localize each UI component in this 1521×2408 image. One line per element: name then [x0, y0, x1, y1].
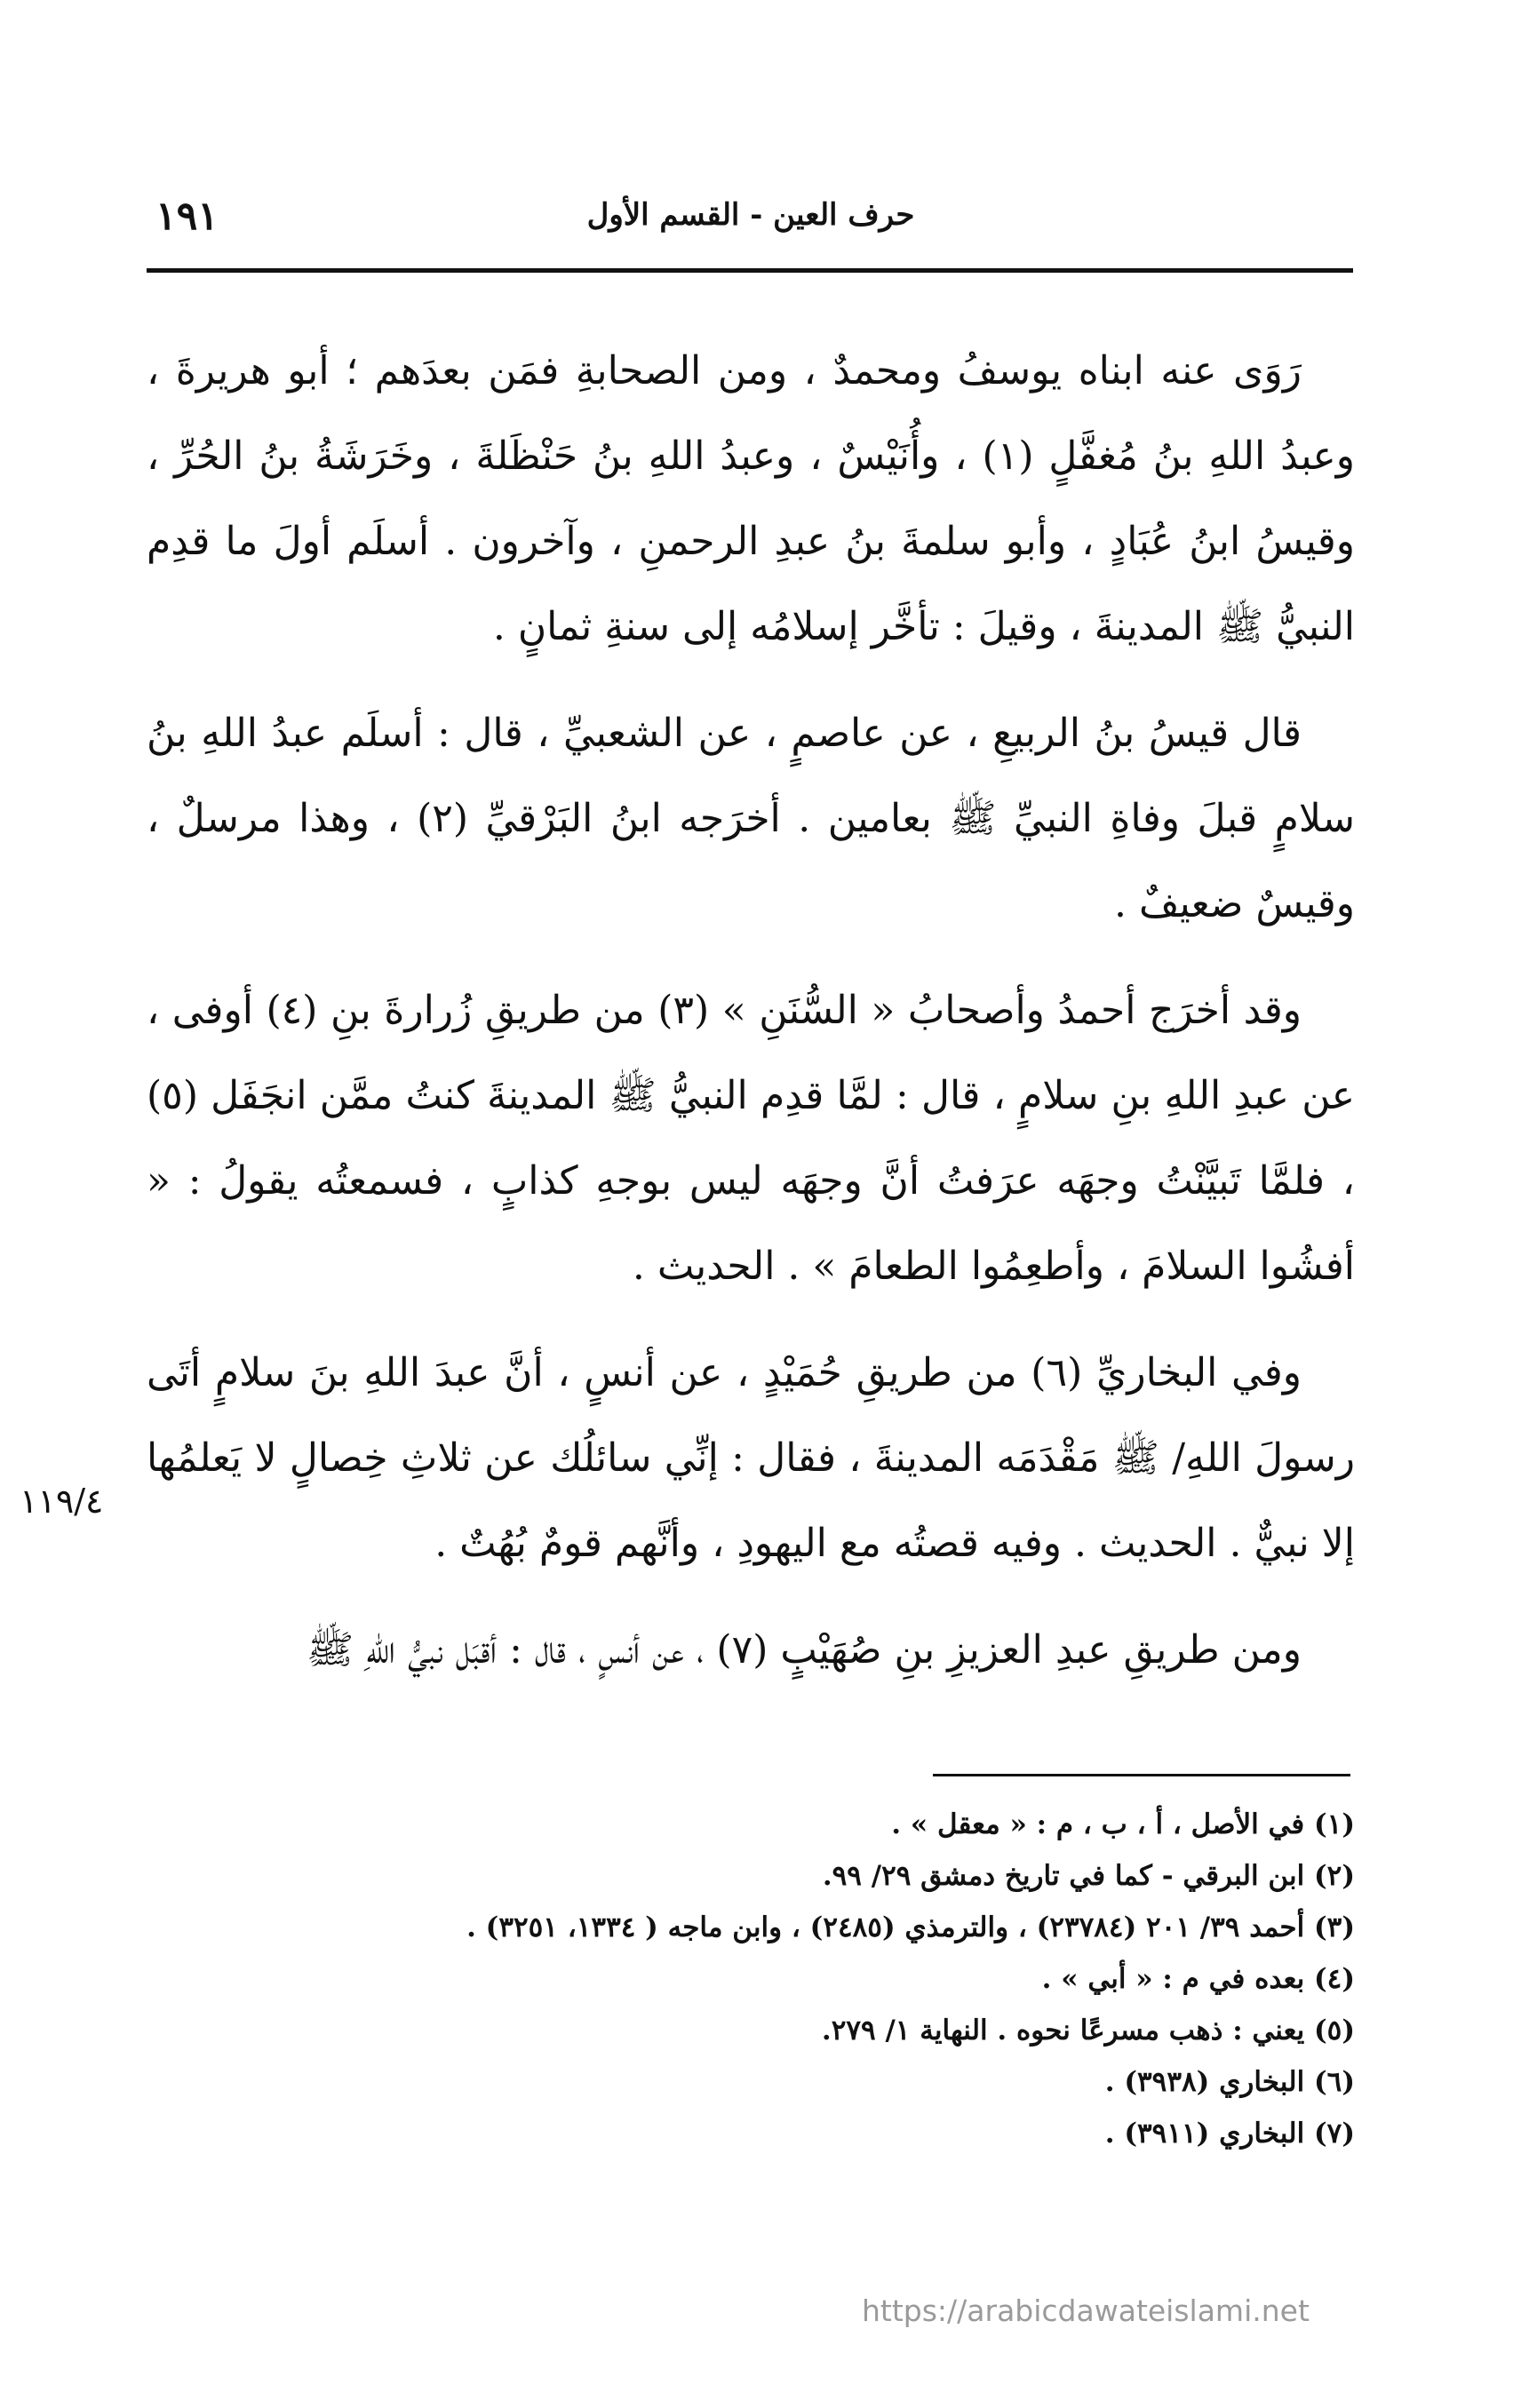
- footnote: (٣) أحمد ٣٩/ ٢٠١ (٢٣٧٨٤) ، والترمذي (٢٤٨٥) ، وابن ماجه ( ١٣٣٤، ٣٢٥١) .: [466, 1911, 1355, 1943]
- paragraph: ومن طريقِ عبدِ العزيزِ بنِ صُهَيْبٍ (٧) ، عن أنسٍ ، قال : أقبَل نبيُّ اللهِ ﷺ: [306, 1627, 1302, 1673]
- margin-reference: ١١٩/٤: [20, 1482, 104, 1521]
- paragraph: وفي البخاريِّ (٦) من طريقِ حُمَيْدٍ ، عن أنسٍ ، أنَّ عبدَ اللهِ بنَ سلامٍ أتَى رسولَ اللهِ/ ﷺ مَقْدَمَه المدينةَ ، فقال : إنِّي سائلُك عن ثلاثِ خِصالٍ لا يَعلمُها إلا نبيٌّ . الحديث . وفيه قصتُه مع اليهودِ ، وأنَّهم قومٌ بُهُتٌ .: [147, 1350, 1355, 1566]
- footnote-divider: [933, 1774, 1350, 1776]
- paragraph: وقد أخرَج أحمدُ وأصحابُ « السُّنَنِ » (٣) من طريقِ زُرارةَ بنِ (٤) أوفى ، عن عبدِ اللهِ بنِ سلامٍ ، قال : لمَّا قدِم النبيُّ ﷺ المدينةَ كنتُ ممَّن انجَفَل (٥) ، فلمَّا تَبيَّنْتُ وجهَه عرَفتُ أنَّ وجهَه ليس بوجهِ كذابٍ ، فسمعتُه يقولُ : « أفشُوا السلامَ ، وأطعِمُوا الطعامَ » . الحديث .: [147, 988, 1355, 1289]
- paragraph: رَوَى عنه ابناه يوسفُ ومحمدٌ ، ومن الصحابةِ فمَن بعدَهم ؛ أبو هريرةَ ، وعبدُ اللهِ بنُ مُغفَّلٍ (١) ، وأُنَيْسٌ ، وعبدُ اللهِ بنُ حَنْظَلةَ ، وخَرَشَةُ بنُ الحُرِّ ، وقيسُ ابنُ عُبَادٍ ، وأبو سلمةَ بنُ عبدِ الرحمنِ ، وآخرون . أسلَم أولَ ما قدِم النبيُّ ﷺ المدينةَ ، وقيلَ : تأخَّر إسلامُه إلى سنةِ ثمانٍ .: [147, 348, 1356, 649]
- footnote: (٤) بعده في م : « أبي » .: [1041, 1963, 1355, 1995]
- watermark-url: https://arabicdawateislami.net: [862, 2293, 1310, 2328]
- footnote: (٦) البخاري (٣٩٣٨) .: [1104, 2066, 1355, 2098]
- main-text: [147, 329, 1355, 1714]
- footnote: (٥) يعني : ذهب مسرعًا نحوه . النهاية ١/ ٢٧٩.: [821, 2015, 1355, 2046]
- running-title: حرف العين - القسم الأول: [586, 197, 915, 233]
- footnote: (١) في الأصل ، أ ، ب ، م : « معقل » .: [891, 1808, 1355, 1840]
- paragraph: قال قيسُ بنُ الربيعِ ، عن عاصمٍ ، عن الشعبيِّ ، قال : أسلَم عبدُ اللهِ بنُ سلامٍ قبلَ وفاةِ النبيِّ ﷺ بعامين . أخرَجه ابنُ البَرْقيِّ (٢) ، وهذا مرسلٌ ، وقيسٌ ضعيفٌ .: [147, 711, 1355, 926]
- header-divider: [147, 268, 1353, 273]
- footnote: (٢) ابن البرقي - كما في تاريخ دمشق ٢٩/ ٩٩.: [822, 1860, 1355, 1892]
- page-number: ١٩١: [155, 194, 219, 239]
- footnotes: [147, 1799, 1355, 2159]
- page-header: [147, 194, 1350, 247]
- footnote: (٧) البخاري (٣٩١١) .: [1104, 2118, 1355, 2150]
